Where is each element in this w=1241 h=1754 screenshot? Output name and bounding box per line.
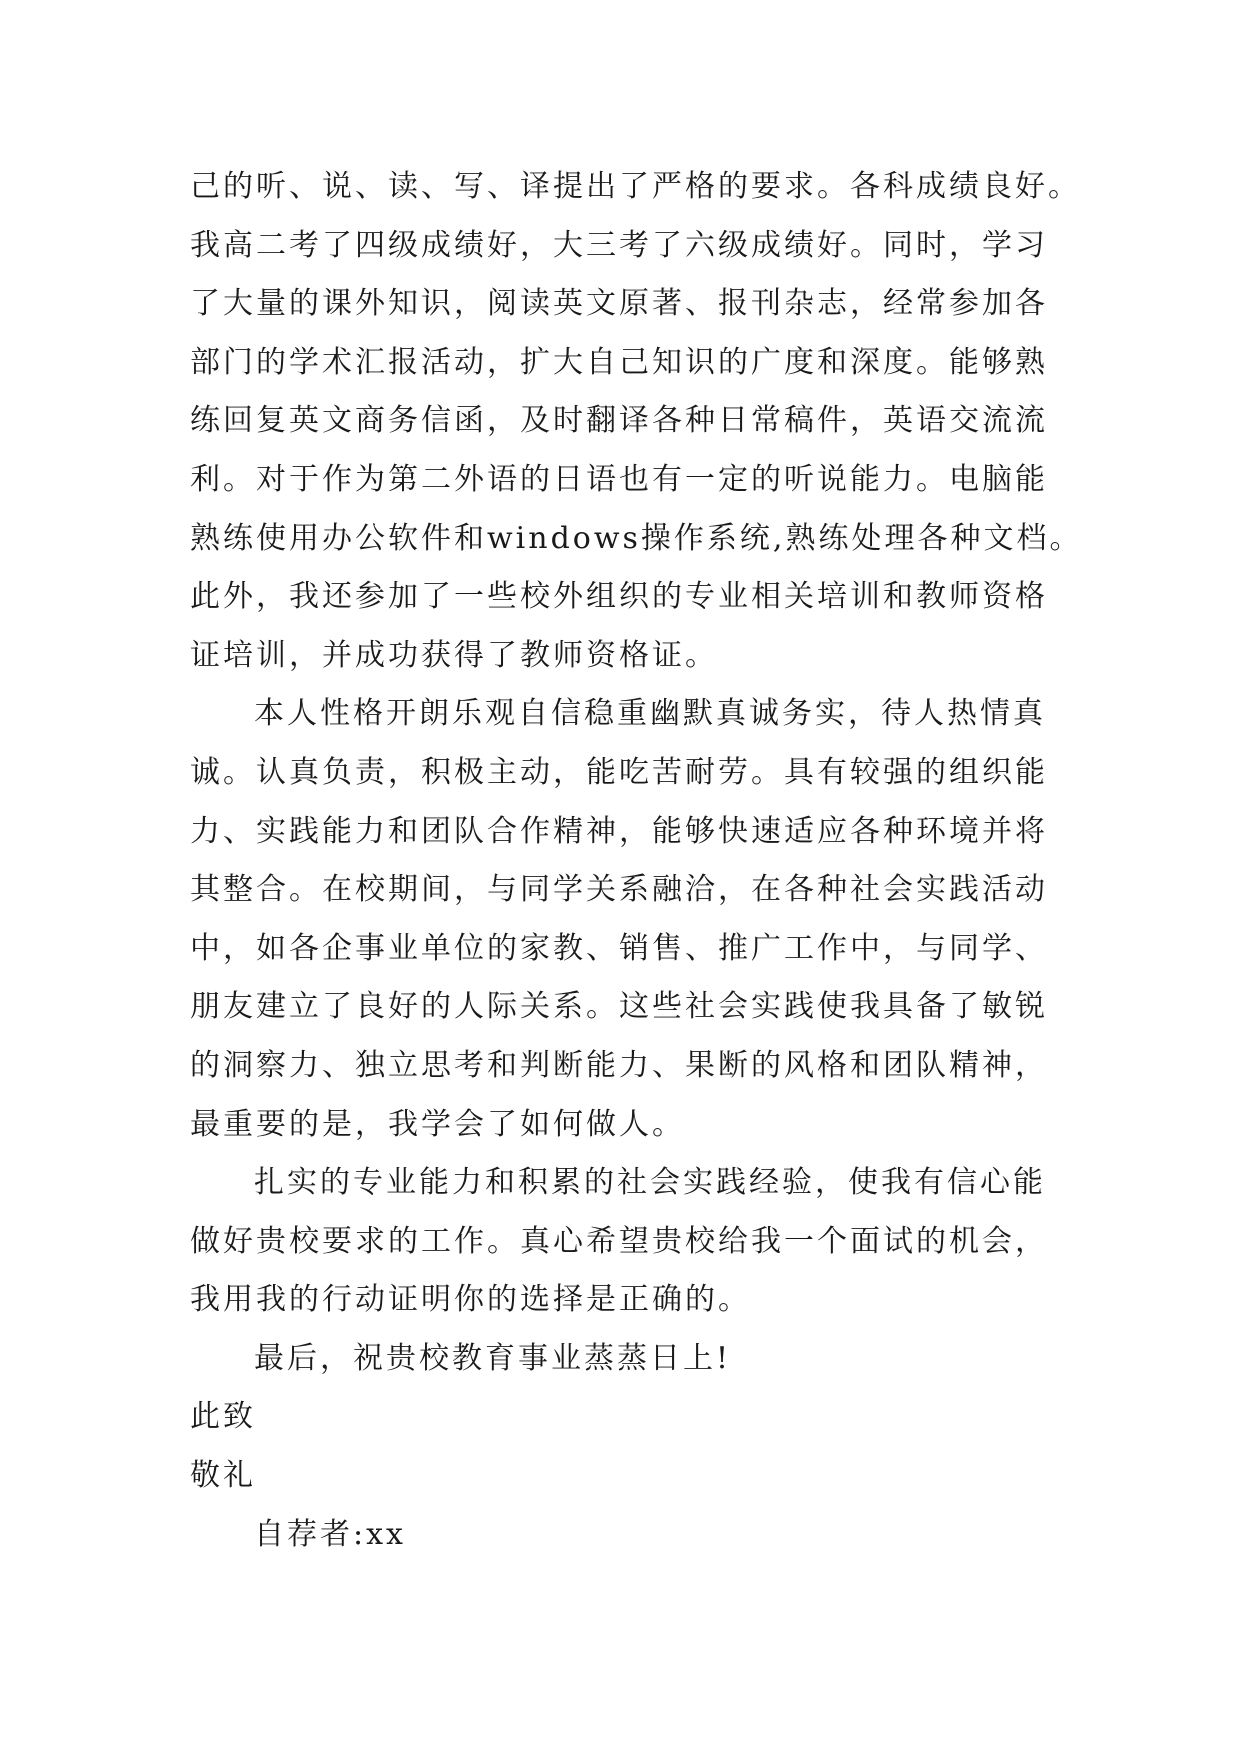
closing-wish: 最后，祝贵校教育事业蒸蒸日上! [254, 1340, 732, 1376]
text-line: 做好贵校要求的工作。真心希望贵校给我一个面试的机会， [190, 1223, 1048, 1259]
closing-regards: 敬礼 [190, 1458, 256, 1494]
text-line: 我高二考了四级成绩好，大三考了六级成绩好。同时，学习 [190, 227, 1048, 263]
text-line: 此外，我还参加了一些校外组织的专业相关培训和教师资格 [190, 579, 1048, 615]
text-line: 诚。认真负责，积极主动，能吃苦耐劳。具有较强的组织能 [190, 754, 1048, 790]
text-line: 了大量的课外知识，阅读英文原著、报刊杂志，经常参加各 [190, 286, 1048, 322]
signature: 自荐者:xx [254, 1516, 406, 1552]
text-line: 练回复英文商务信函，及时翻译各种日常稿件，英语交流流 [190, 403, 1048, 439]
text-line: 朋友建立了良好的人际关系。这些社会实践使我具备了敏锐 [190, 989, 1048, 1025]
text-line: 力、实践能力和团队合作精神，能够快速适应各种环境并将 [190, 813, 1048, 849]
text-line: 利。对于作为第二外语的日语也有一定的听说能力。电脑能 [190, 461, 1048, 497]
text-line: 最重要的是，我学会了如何做人。 [190, 1106, 685, 1142]
text-line: 证培训，并成功获得了教师资格证。 [190, 637, 718, 673]
text-line: 中，如各企事业单位的家教、销售、推广工作中，与同学、 [190, 930, 1048, 966]
text-line: 的洞察力、独立思考和判断能力、果断的风格和团队精神， [190, 1047, 1048, 1083]
letter-body [190, 158, 1083, 1564]
text-line: 部门的学术汇报活动，扩大自己知识的广度和深度。能够熟 [190, 344, 1048, 380]
text-line: 其整合。在校期间，与同学关系融洽，在各种社会实践活动 [190, 872, 1048, 908]
text-line: 熟练使用办公软件和windows操作系统,熟练处理各种文档。 [190, 520, 1083, 556]
paragraph-start-line: 扎实的专业能力和积累的社会实践经验，使我有信心能 [254, 1165, 1046, 1201]
paragraph-start-line: 本人性格开朗乐观自信稳重幽默真诚务实，待人热情真 [254, 696, 1046, 732]
text-line: 我用我的行动证明你的选择是正确的。 [190, 1282, 751, 1318]
text-line: 己的听、说、读、写、译提出了严格的要求。各科成绩良好。 [190, 169, 1081, 204]
closing-salutation: 此致 [190, 1399, 256, 1435]
